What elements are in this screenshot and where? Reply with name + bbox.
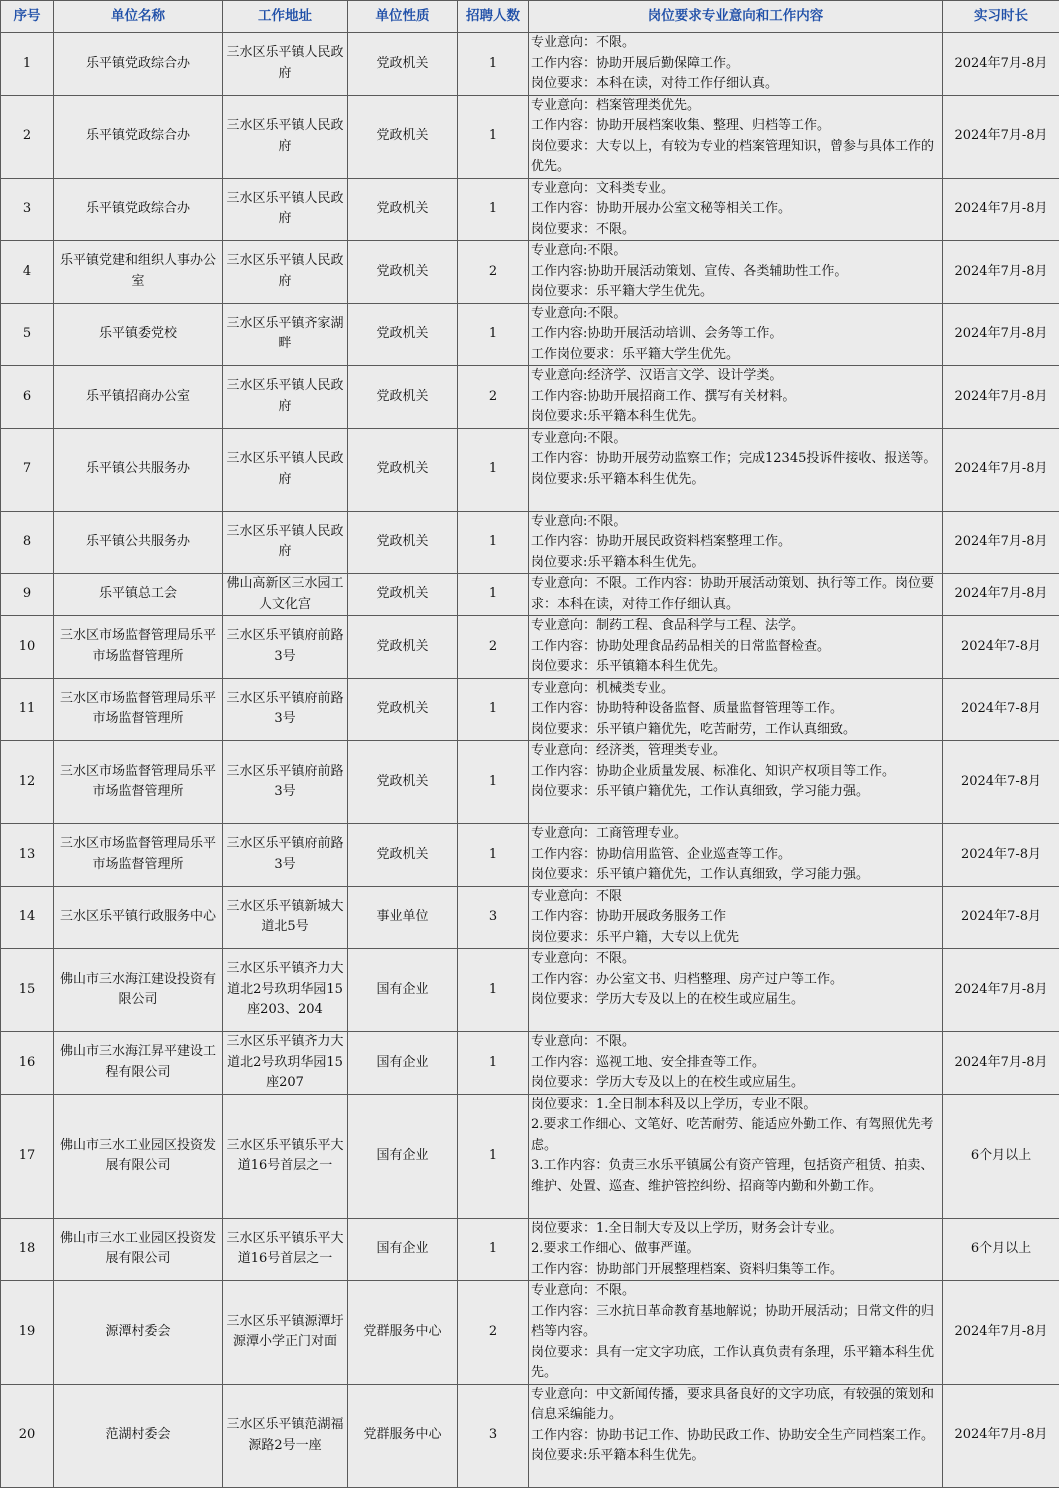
requirement-line: 工作内容：三水抗日革命教育基地解说；协助开展活动；日常文件的归档等内容。 <box>531 1302 938 1343</box>
table-row <box>1 511 1059 574</box>
requirement-line: 专业意向:不限。 <box>531 512 938 533</box>
row-requirements <box>529 678 943 741</box>
row-count: 2 <box>458 616 529 679</box>
table-row <box>1 33 1059 96</box>
table-row <box>1 366 1059 429</box>
requirement-line: 工作内容：协助开展劳动监察工作；完成12345投诉件接收、报送等。 <box>531 449 938 470</box>
row-duration: 2024年7-8月 <box>943 886 1059 949</box>
row-duration: 2024年7月-8月 <box>943 303 1059 366</box>
row-unit-name: 乐平镇招商办公室 <box>54 366 223 429</box>
row-unit-name: 乐平镇党政综合办 <box>54 95 223 178</box>
row-count: 1 <box>458 574 529 616</box>
row-unit-name: 乐平镇委党校 <box>54 303 223 366</box>
row-nature: 党政机关 <box>348 303 458 366</box>
row-address: 三水区乐平镇乐平大道16号首层之一 <box>223 1094 348 1218</box>
row-no: 20 <box>1 1384 54 1487</box>
requirement-line: 专业意向：机械类专业。 <box>531 679 938 700</box>
requirement-line: 专业意向：经济类，管理类专业。 <box>531 741 938 762</box>
table-row <box>1 886 1059 949</box>
row-nature: 党政机关 <box>348 824 458 887</box>
row-count: 1 <box>458 95 529 178</box>
row-address: 三水区乐平镇人民政府 <box>223 428 348 511</box>
table-row <box>1 1384 1059 1487</box>
requirement-line: 专业意向:不限。 <box>531 429 938 450</box>
header-count: 招聘人数 <box>458 1 529 33</box>
requirement-line: 专业意向：不限。 <box>531 949 938 970</box>
row-nature: 党政机关 <box>348 428 458 511</box>
row-requirements <box>529 824 943 887</box>
requirement-line: 工作内容：协助部门开展整理档案、资料归集等工作。 <box>531 1260 938 1281</box>
header-row <box>1 1 1059 33</box>
row-duration: 2024年7月-8月 <box>943 178 1059 241</box>
row-nature: 党政机关 <box>348 33 458 96</box>
row-requirements <box>529 1032 943 1095</box>
row-nature: 党群服务中心 <box>348 1384 458 1487</box>
row-count: 1 <box>458 303 529 366</box>
row-address: 三水区乐平镇府前路3号 <box>223 678 348 741</box>
row-nature: 国有企业 <box>348 949 458 1032</box>
row-nature: 党政机关 <box>348 511 458 574</box>
table-row <box>1 1032 1059 1095</box>
row-duration: 2024年7月-8月 <box>943 574 1059 616</box>
row-unit-name: 佛山市三水工业园区投资发展有限公司 <box>54 1218 223 1281</box>
table-row <box>1 678 1059 741</box>
row-requirements <box>529 95 943 178</box>
requirement-line: 工作岗位要求：乐平籍大学生优先。 <box>531 345 938 366</box>
row-unit-name: 三水区市场监督管理局乐平市场监督管理所 <box>54 678 223 741</box>
row-duration: 2024年7月-8月 <box>943 428 1059 511</box>
row-duration: 2024年7月-8月 <box>943 366 1059 429</box>
requirement-line: 岗位要求:乐平籍本科生优先。 <box>531 407 938 428</box>
table-row <box>1 824 1059 887</box>
row-no: 4 <box>1 241 54 304</box>
row-address: 三水区乐平镇范湖福源路2号一座 <box>223 1384 348 1487</box>
row-count: 1 <box>458 1218 529 1281</box>
requirement-line: 专业意向：不限。 <box>531 1032 938 1053</box>
row-no: 13 <box>1 824 54 887</box>
row-duration: 2024年7-8月 <box>943 678 1059 741</box>
row-requirements <box>529 1384 943 1487</box>
requirement-line: 岗位要求：乐平镇户籍优先，吃苦耐劳，工作认真细致。 <box>531 720 938 741</box>
row-requirements <box>529 616 943 679</box>
row-nature: 党群服务中心 <box>348 1281 458 1385</box>
table-row <box>1 95 1059 178</box>
header-address: 工作地址 <box>223 1 348 33</box>
row-duration: 6个月以上 <box>943 1094 1059 1218</box>
row-address: 三水区乐平镇人民政府 <box>223 95 348 178</box>
row-no: 10 <box>1 616 54 679</box>
requirement-line: 工作内容：协助特种设备监督、质量监督管理等工作。 <box>531 699 938 720</box>
row-duration: 2024年7月-8月 <box>943 241 1059 304</box>
requirement-line: 工作内容：协助开展后勤保障工作。 <box>531 54 938 75</box>
row-duration: 2024年7-8月 <box>943 741 1059 824</box>
row-no: 6 <box>1 366 54 429</box>
row-requirements <box>529 303 943 366</box>
row-unit-name: 乐平镇党政综合办 <box>54 33 223 96</box>
row-count: 3 <box>458 1384 529 1487</box>
row-address: 三水区乐平镇齐力大道北2号玖玥华园15座203、204 <box>223 949 348 1032</box>
row-no: 14 <box>1 886 54 949</box>
row-address: 三水区乐平镇乐平大道16号首层之一 <box>223 1218 348 1281</box>
row-unit-name: 佛山市三水海江昇平建设工程有限公司 <box>54 1032 223 1095</box>
table-row <box>1 303 1059 366</box>
row-duration: 2024年7-8月 <box>943 616 1059 679</box>
row-duration: 2024年7月-8月 <box>943 949 1059 1032</box>
row-count: 1 <box>458 949 529 1032</box>
requirement-line: 工作内容：协助开展办公室文秘等相关工作。 <box>531 199 938 220</box>
row-count: 3 <box>458 886 529 949</box>
row-requirements <box>529 511 943 574</box>
requirement-line: 岗位要求:乐平籍本科生优先。 <box>531 1446 938 1467</box>
requirement-line: 岗位要求：乐平镇籍本科生优先。 <box>531 657 938 678</box>
row-no: 3 <box>1 178 54 241</box>
requirement-line: 岗位要求：1.全日制本科及以上学历，专业不限。 <box>531 1095 938 1116</box>
row-unit-name: 源潭村委会 <box>54 1281 223 1385</box>
requirement-line: 岗位要求：乐平镇户籍优先，工作认真细致，学习能力强。 <box>531 782 938 803</box>
requirement-line: 岗位要求：学历大专及以上的在校生或应届生。 <box>531 990 938 1011</box>
requirement-line: 专业意向：不限。工作内容：协助开展活动策划、执行等工作。岗位要求：本科在读，对待工作仔细认真。 <box>531 574 938 615</box>
row-no: 11 <box>1 678 54 741</box>
row-count: 1 <box>458 741 529 824</box>
header-duration: 实习时长 <box>943 1 1059 33</box>
table-row <box>1 574 1059 616</box>
row-address: 三水区乐平镇人民政府 <box>223 178 348 241</box>
header-requirements: 岗位要求专业意向和工作内容 <box>529 1 943 33</box>
row-count: 1 <box>458 1094 529 1218</box>
row-no: 2 <box>1 95 54 178</box>
row-unit-name: 乐平镇党建和组织人事办公室 <box>54 241 223 304</box>
row-address: 三水区乐平镇府前路3号 <box>223 616 348 679</box>
row-unit-name: 三水区乐平镇行政服务中心 <box>54 886 223 949</box>
requirement-line: 岗位要求：学历大专及以上的在校生或应届生。 <box>531 1073 938 1094</box>
table-row <box>1 741 1059 824</box>
row-address: 三水区乐平镇府前路3号 <box>223 741 348 824</box>
requirement-line: 专业意向：不限 <box>531 887 938 908</box>
requirement-line: 岗位要求：乐平籍大学生优先。 <box>531 282 938 303</box>
row-requirements <box>529 1218 943 1281</box>
row-no: 5 <box>1 303 54 366</box>
row-address: 三水区乐平镇人民政府 <box>223 511 348 574</box>
row-nature: 党政机关 <box>348 95 458 178</box>
row-address: 三水区乐平镇齐家湖畔 <box>223 303 348 366</box>
requirement-line: 专业意向：不限。 <box>531 33 938 54</box>
requirement-line: 2.要求工作细心、文笔好、吃苦耐劳、能适应外勤工作、有驾照优先考虑。 <box>531 1115 938 1156</box>
row-nature: 党政机关 <box>348 366 458 429</box>
requirement-line: 2.要求工作细心、做事严谨。 <box>531 1239 938 1260</box>
row-count: 2 <box>458 366 529 429</box>
requirement-line: 专业意向:不限。 <box>531 304 938 325</box>
table-row <box>1 1094 1059 1218</box>
requirement-line: 工作内容：协助企业质量发展、标准化、知识产权项目等工作。 <box>531 762 938 783</box>
row-unit-name: 乐平镇公共服务办 <box>54 511 223 574</box>
row-unit-name: 三水区市场监督管理局乐平市场监督管理所 <box>54 824 223 887</box>
row-requirements <box>529 949 943 1032</box>
row-nature: 国有企业 <box>348 1032 458 1095</box>
row-address: 三水区乐平镇源潭圩源潭小学正门对面 <box>223 1281 348 1385</box>
row-nature: 国有企业 <box>348 1094 458 1218</box>
row-unit-name: 范湖村委会 <box>54 1384 223 1487</box>
row-requirements <box>529 366 943 429</box>
row-count: 2 <box>458 241 529 304</box>
requirement-line: 岗位要求:乐平籍本科生优先。 <box>531 470 938 491</box>
table-row <box>1 949 1059 1032</box>
row-nature: 事业单位 <box>348 886 458 949</box>
requirement-line: 工作内容：协助开展政务服务工作 <box>531 907 938 928</box>
row-unit-name: 乐平镇总工会 <box>54 574 223 616</box>
row-no: 16 <box>1 1032 54 1095</box>
row-requirements <box>529 741 943 824</box>
row-nature: 党政机关 <box>348 616 458 679</box>
requirement-line: 专业意向：档案管理类优先。 <box>531 96 938 117</box>
requirement-line: 岗位要求：乐平镇户籍优先，工作认真细致，学习能力强。 <box>531 865 938 886</box>
row-nature: 党政机关 <box>348 241 458 304</box>
row-duration: 2024年7月-8月 <box>943 511 1059 574</box>
table-row <box>1 178 1059 241</box>
row-requirements <box>529 178 943 241</box>
row-unit-name: 乐平镇党政综合办 <box>54 178 223 241</box>
row-duration: 6个月以上 <box>943 1218 1059 1281</box>
row-duration: 2024年7月-8月 <box>943 1281 1059 1385</box>
row-nature: 党政机关 <box>348 178 458 241</box>
row-duration: 2024年7月-8月 <box>943 1384 1059 1487</box>
requirement-line: 岗位要求：本科在读，对待工作仔细认真。 <box>531 74 938 95</box>
row-requirements <box>529 428 943 511</box>
requirement-line: 工作内容:协助开展招商工作、撰写有关材料。 <box>531 387 938 408</box>
row-requirements <box>529 1281 943 1385</box>
row-no: 12 <box>1 741 54 824</box>
requirement-line: 专业意向：文科类专业。 <box>531 179 938 200</box>
row-unit-name: 三水区市场监督管理局乐平市场监督管理所 <box>54 616 223 679</box>
table-row <box>1 1218 1059 1281</box>
row-unit-name: 佛山市三水海江建设投资有限公司 <box>54 949 223 1032</box>
row-count: 1 <box>458 511 529 574</box>
row-no: 7 <box>1 428 54 511</box>
requirement-line: 工作内容：办公室文书、归档整理、房产过户等工作。 <box>531 970 938 991</box>
requirement-line: 岗位要求：1.全日制大专及以上学历，财务会计专业。 <box>531 1219 938 1240</box>
table-row <box>1 616 1059 679</box>
row-no: 19 <box>1 1281 54 1385</box>
row-no: 15 <box>1 949 54 1032</box>
requirement-line: 3.工作内容：负责三水乐平镇属公有资产管理，包括资产租赁、拍卖、维护、处置、巡查、维护管控纠纷、招商等内勤和外勤工作。 <box>531 1156 938 1197</box>
row-address: 佛山高新区三水园工人文化宫 <box>223 574 348 616</box>
header-unit: 单位名称 <box>54 1 223 33</box>
row-address: 三水区乐平镇齐力大道北2号玖玥华园15座207 <box>223 1032 348 1095</box>
row-requirements <box>529 886 943 949</box>
requirement-line: 专业意向：不限。 <box>531 1281 938 1302</box>
row-address: 三水区乐平镇人民政府 <box>223 241 348 304</box>
requirement-line: 工作内容：协助开展民政资料档案整理工作。 <box>531 532 938 553</box>
row-nature: 党政机关 <box>348 678 458 741</box>
row-no: 8 <box>1 511 54 574</box>
requirement-line: 工作内容：协助处理食品药品相关的日常监督检查。 <box>531 637 938 658</box>
row-address: 三水区乐平镇新城大道北5号 <box>223 886 348 949</box>
row-count: 1 <box>458 178 529 241</box>
row-unit-name: 乐平镇公共服务办 <box>54 428 223 511</box>
requirement-line: 工作内容：协助信用监管、企业巡查等工作。 <box>531 845 938 866</box>
requirement-line: 岗位要求：不限。 <box>531 220 938 241</box>
requirement-line: 岗位要求：具有一定文字功底，工作认真负责有条理，乐平籍本科生优先。 <box>531 1343 938 1384</box>
header-no: 序号 <box>1 1 54 33</box>
row-address: 三水区乐平镇府前路3号 <box>223 824 348 887</box>
row-address: 三水区乐平镇人民政府 <box>223 33 348 96</box>
header-nature: 单位性质 <box>348 1 458 33</box>
row-count: 2 <box>458 1281 529 1385</box>
row-unit-name: 佛山市三水工业园区投资发展有限公司 <box>54 1094 223 1218</box>
table-row <box>1 241 1059 304</box>
row-duration: 2024年7月-8月 <box>943 1032 1059 1095</box>
row-count: 1 <box>458 428 529 511</box>
row-requirements <box>529 1094 943 1218</box>
row-nature: 党政机关 <box>348 741 458 824</box>
row-unit-name: 三水区市场监督管理局乐平市场监督管理所 <box>54 741 223 824</box>
requirement-line: 工作内容：协助开展档案收集、整理、归档等工作。 <box>531 116 938 137</box>
row-count: 1 <box>458 1032 529 1095</box>
row-duration: 2024年7月-8月 <box>943 33 1059 96</box>
row-requirements <box>529 574 943 616</box>
requirement-line: 岗位要求:乐平籍本科生优先。 <box>531 553 938 574</box>
row-nature: 国有企业 <box>348 1218 458 1281</box>
row-count: 1 <box>458 824 529 887</box>
row-no: 9 <box>1 574 54 616</box>
requirement-line: 专业意向：工商管理专业。 <box>531 824 938 845</box>
row-count: 1 <box>458 33 529 96</box>
row-requirements <box>529 241 943 304</box>
requirement-line: 工作内容:协助开展活动策划、宣传、各类辅助性工作。 <box>531 262 938 283</box>
row-no: 18 <box>1 1218 54 1281</box>
requirement-line: 专业意向：中文新闻传播，要求具备良好的文字功底，有较强的策划和信息采编能力。 <box>531 1385 938 1426</box>
row-no: 17 <box>1 1094 54 1218</box>
requirement-line: 岗位要求：大专以上，有较为专业的档案管理知识，曾参与具体工作的优先。 <box>531 137 938 178</box>
row-requirements <box>529 33 943 96</box>
requirement-line: 岗位要求：乐平户籍，大专以上优先 <box>531 928 938 949</box>
requirement-line: 专业意向：制药工程、食品科学与工程、法学。 <box>531 616 938 637</box>
row-address: 三水区乐平镇人民政府 <box>223 366 348 429</box>
requirement-line: 工作内容：协助书记工作、协助民政工作、协助安全生产同档案工作。 <box>531 1426 938 1447</box>
table-row <box>1 428 1059 511</box>
requirement-line: 专业意向:不限。 <box>531 241 938 262</box>
row-duration: 2024年7月-8月 <box>943 95 1059 178</box>
row-no: 1 <box>1 33 54 96</box>
requirement-line: 工作内容：巡视工地、安全排查等工作。 <box>531 1053 938 1074</box>
row-count: 1 <box>458 678 529 741</box>
requirement-line: 专业意向:经济学、汉语言文学、设计学类。 <box>531 366 938 387</box>
row-nature: 党政机关 <box>348 574 458 616</box>
requirement-line: 工作内容:协助开展活动培训、会务等工作。 <box>531 324 938 345</box>
table-row <box>1 1281 1059 1385</box>
row-duration: 2024年7-8月 <box>943 824 1059 887</box>
